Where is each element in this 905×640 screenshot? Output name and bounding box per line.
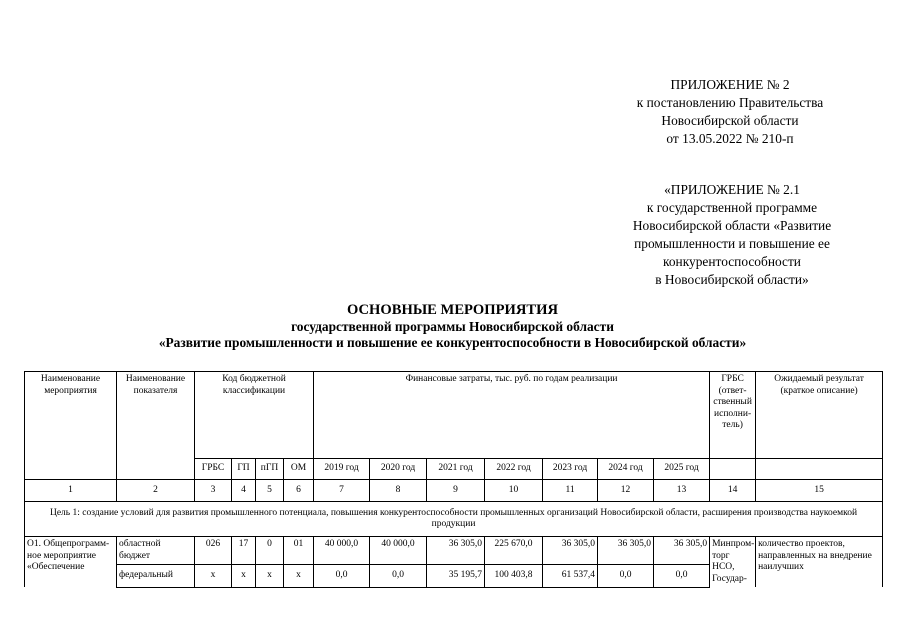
data-cell: 026 [195,537,232,565]
data-cell: 36 305,0 [543,537,598,565]
data-cell: 36 305,0 [654,537,710,565]
event-name-cell: О1. Общепрограмм-ное мероприятие «Обеспечение [25,537,117,588]
indicator-label: областной бюджет [117,537,195,565]
header-result: Ожидаемый результат (краткое описание) [756,372,883,459]
program-name: «Развитие промышленности и повышение ее конкурентоспособности в Новосибирской области» [158,335,747,350]
data-cell: х [256,565,284,587]
data-cell: х [232,565,256,587]
data-cell: 40 000,0 [370,537,427,565]
column-number: 5 [256,480,284,502]
subheader-cell: 2020 год [370,459,427,480]
column-number: 7 [314,480,370,502]
program-appendix-line: конкурентоспособности [663,254,801,269]
data-cell: 36 305,0 [598,537,654,565]
header-budget-code: Код бюджетной классификации [195,372,314,459]
appendix-line: Новосибирской области [661,113,799,128]
grbs-cell: Минпром-торг НСО, Государ- [710,537,756,588]
program-appendix-line: промышленности и повышение ее [634,236,830,251]
empty-cell [756,459,883,480]
header-grbs: ГРБС (ответ-ственный исполни-тель) [710,372,756,459]
expected-result-cell: количество проектов, направленных на внедрение наилучших [756,537,883,588]
subheader-cell: ГРБС [195,459,232,480]
program-appendix-line: к государственной программе [646,200,818,215]
data-cell: 0,0 [654,565,710,587]
appendix-block [580,76,880,148]
subheader-cell: 2019 год [314,459,370,480]
subheader-cell: пГП [256,459,284,480]
subheader-cell: 2024 год [598,459,654,480]
data-cell: 0,0 [598,565,654,587]
column-number: 3 [195,480,232,502]
column-number: 12 [598,480,654,502]
data-cell: 0,0 [370,565,427,587]
column-number: 14 [710,480,756,502]
data-cell: 40 000,0 [314,537,370,565]
document-title: ОСНОВНЫЕ МЕРОПРИЯТИЯ [346,302,559,318]
header-indicator-name: Наименование показателя [117,372,195,480]
program-appendix-line: в Новосибирской области» [655,272,809,287]
subheader-cell: 2025 год [654,459,710,480]
data-cell: 17 [232,537,256,565]
subheader-cell: ОМ [284,459,314,480]
column-number: 6 [284,480,314,502]
column-number: 10 [485,480,543,502]
column-number: 15 [756,480,883,502]
program-appendix-line: «ПРИЛОЖЕНИЕ № 2.1 [664,182,800,197]
column-number: 8 [370,480,427,502]
data-cell: 225 670,0 [485,537,543,565]
subheader-cell: ГП [232,459,256,480]
data-cell: 0,0 [314,565,370,587]
subheader-cell: 2023 год [543,459,598,480]
column-number: 11 [543,480,598,502]
header-financing: Финансовые затраты, тыс. руб. по годам реализации [314,372,710,459]
column-number: 1 [25,480,117,502]
header-event-name: Наименование мероприятия [25,372,117,480]
goal-row: Цель 1: создание условий для развития промышленного потенциала, повышения конкурентоспособности промышленных организаций Новосибирской области, расширения производства наукоемкой продукции [25,502,883,537]
program-appendix-block [587,181,877,289]
program-appendix-line: Новосибирской области «Развитие [632,218,832,233]
column-number: 2 [117,480,195,502]
document-subtitle: государственной программы Новосибирской области [291,319,614,334]
data-cell: 01 [284,537,314,565]
column-number: 4 [232,480,256,502]
indicator-label: федеральный [117,565,195,587]
data-cell: 61 537,4 [543,565,598,587]
column-number: 13 [654,480,710,502]
data-cell: х [195,565,232,587]
empty-cell [710,459,756,480]
data-cell: х [284,565,314,587]
events-table [24,371,883,588]
column-number: 9 [427,480,485,502]
data-cell: 36 305,0 [427,537,485,565]
subheader-cell: 2021 год [427,459,485,480]
appendix-line: от 13.05.2022 № 210-п [666,131,794,146]
data-cell: 35 195,7 [427,565,485,587]
data-cell: 0 [256,537,284,565]
appendix-line: к постановлению Правительства [636,95,824,110]
appendix-line: ПРИЛОЖЕНИЕ № 2 [670,77,790,92]
subheader-cell: 2022 год [485,459,543,480]
data-cell: 100 403,8 [485,565,543,587]
